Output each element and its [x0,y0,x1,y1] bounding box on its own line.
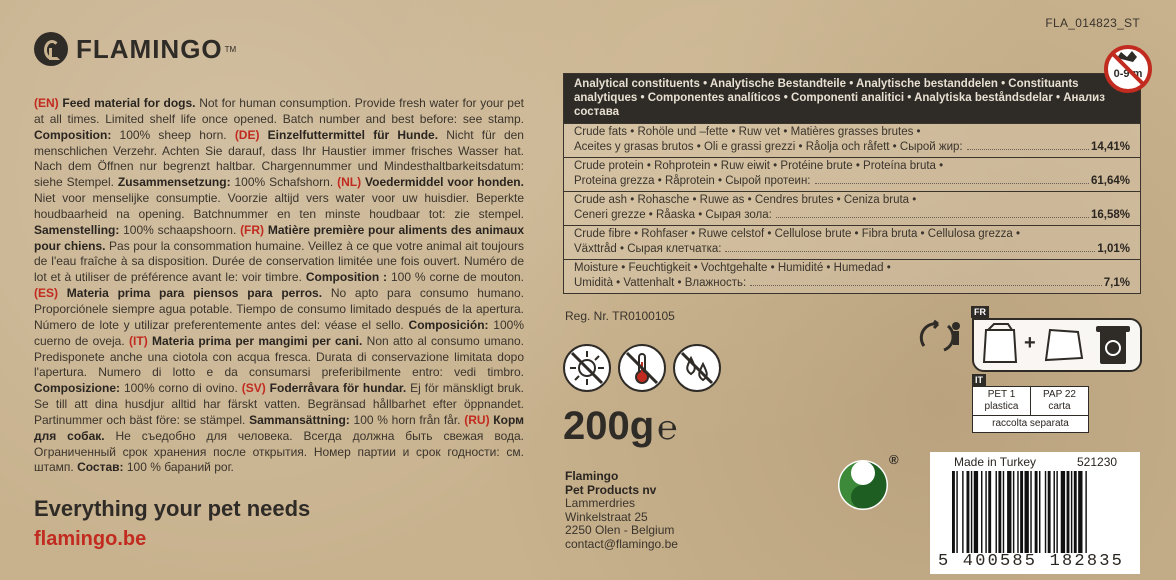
net-weight [563,404,678,449]
analytical-constituents-table [563,73,1141,294]
brand-trademark: TM [224,44,237,54]
estimated-sign: ℮ [657,409,678,447]
table-row: Crude ash • Rohasche • Ruwe as • Cendres brutes • Ceniza bruta • Ceneri grezze • Råaska • Сырая зола: 16,58% [564,191,1140,225]
it-footer: raccolta separata [973,415,1088,432]
it-recycling-table [972,386,1089,433]
brand-logo [34,32,236,66]
table-row: Crude fibre • Rohfaser • Ruwe celstof • Cellulose brute • Fibra bruta • Cellulosa grezza • Växttråd • Сырая клетчатка: 1,01% [564,225,1140,259]
company-address [565,470,678,551]
age-sign-label: 0-9 m [1113,68,1143,80]
table-row: Crude fats • Rohöle und –fette • Ruw vet • Matières grasses brutes • Aceites y grasas brutos • Oli e grassi grezzi • Råolja och råfett • Сырой жир: 14,41% [564,123,1140,157]
product-code: FLA_014823_ST [1045,16,1140,30]
origin-text: Made in Turkey [954,455,1037,469]
barcode-bars [952,471,1128,553]
triman-recycling-icon [918,316,966,356]
registered-mark: ® [889,452,899,467]
storage-icons [563,344,721,392]
plus-sign: + [1024,332,1036,354]
table-row: Crude protein • Rohprotein • Ruw eiwit • Protéine brute • Proteína bruta • Proteina grezza • Råprotein • Сырой протеин: 61,64% [564,157,1140,191]
sorting-pictogram-icon [974,320,1140,370]
table-row: Moisture • Feuchtigkeit • Vochtgehalte • Humidité • Humedad • Umidità • Vattenhalt • Влажность: 7,1% [564,259,1140,293]
it-cell-pet: PET 1 plastica [984,389,1019,412]
multilingual-description [34,96,524,476]
flamingo-logo-icon [34,32,68,66]
barcode-side-number: 521230 [1077,455,1118,469]
company-name-2: Pet Products nv [565,482,657,497]
fr-sorting-panel [972,318,1142,372]
registration-number: Reg. Nr. TR0100105 [565,309,675,323]
it-label: IT [972,374,986,386]
address-line: 2250 Olen - Belgium [565,523,675,537]
description-text: (EN) Feed material for dogs. Not for human consumption. Provide fresh water for your pet at all times. Limited shelf life once opened. Batch number and best before: see stamp. Composition: 100% sheep horn. (DE) Einzelfuttermittel für Hunde. Nicht für den menschlichen Verzehr. Achten Sie darauf, dass Ihr Haustier immer frisches Wasser hat. Nach dem Öffnen nur begrenzt haltbar. Chargennummer und Mindesthaltbarkeitsdatum: siehe Stempel. Zusammensetzung: 100% Schafshorn. (NL) Voedermiddel voor honden. Niet voor menselijke consumptie. Voorzie altijd vers water voor uw huisdier. Beperkte houdbaarheid na opening. Batchnummer en ten minste houdbaar tot: zie stempel. Samenstelling: 100% schaapshoorn. (FR) Matière première pour aliments des animaux pour chiens. Pas pour la consommation humaine. Veillez à ce que votre animal ait toujours de l'eau fraîche à sa disposition. Durée de conservation limitée une fois ouvert. Numéro de lot et à utiliser de préférence avant le: voir timbre. Composition : 100 % corne de mouton. (ES) Materia prima para piensos para perros. No apto para consumo humano. Proporciónele siempre agua potable. Tiempo de consumo limitado después de la apertura. Número de lote y utilizar preferentemente antes del: véase el sello. Composición: 100% cuerno de oveja. (IT) Materia prima per mangimi per cani. Non atto al consumo umano. Predisponete anche una ciotola con acqua fresca. Durata di conservazione limitata dopo l'apertura. Numero di lotto e da consumarsi preferibilmente entro: vedi timbro. Composizione: 100% corno di ovino. (SV) Foderråvara för hundar. Ej för mänskligt bruk. Se till att dina husdjur alltid har färskt vatten. Begränsad hållbarhet efter öppnandet. Partinummer och bäst före: se stämpel. Sammansättning: 100 % horn från får. (RU) Корм для собак. Не съедобно для человека. Всегда должна быть свежая вода. Ограниченный срок хранения после открытия. Номер партии и срок годности: см. штамп. Состав: 100 % бараний рог. [34,96,525,475]
weight-value: 200g [563,404,655,448]
fr-label: FR [971,306,989,318]
no-moisture-icon [673,344,721,392]
tagline: Everything your pet needs [34,496,311,521]
company-name-1: Flamingo [565,469,619,483]
it-cell-pap: PAP 22 carta [1030,387,1088,415]
no-sunlight-icon [563,344,611,392]
address-line: Winkelstraat 25 [565,509,648,524]
brand-name: FLAMINGO [76,33,223,64]
table-header: Analytical constituents • Analytische Bestandteile • Analytische bestanddelen • Constituants analytiques • Componentes analíticos • Componenti analitici • Analytiska beståndsdelar • Анализ состава [564,74,1140,123]
not-for-children-0-9-months-icon [1103,44,1153,94]
website-link[interactable]: flamingo.be [34,528,147,550]
no-heat-icon [618,344,666,392]
green-dot-icon [836,458,890,512]
contact-email[interactable]: contact@flamingo.be [565,536,678,551]
address-line: Lammerdries [565,496,636,510]
barcode-digits: 5 400585 182835 [938,552,1125,571]
